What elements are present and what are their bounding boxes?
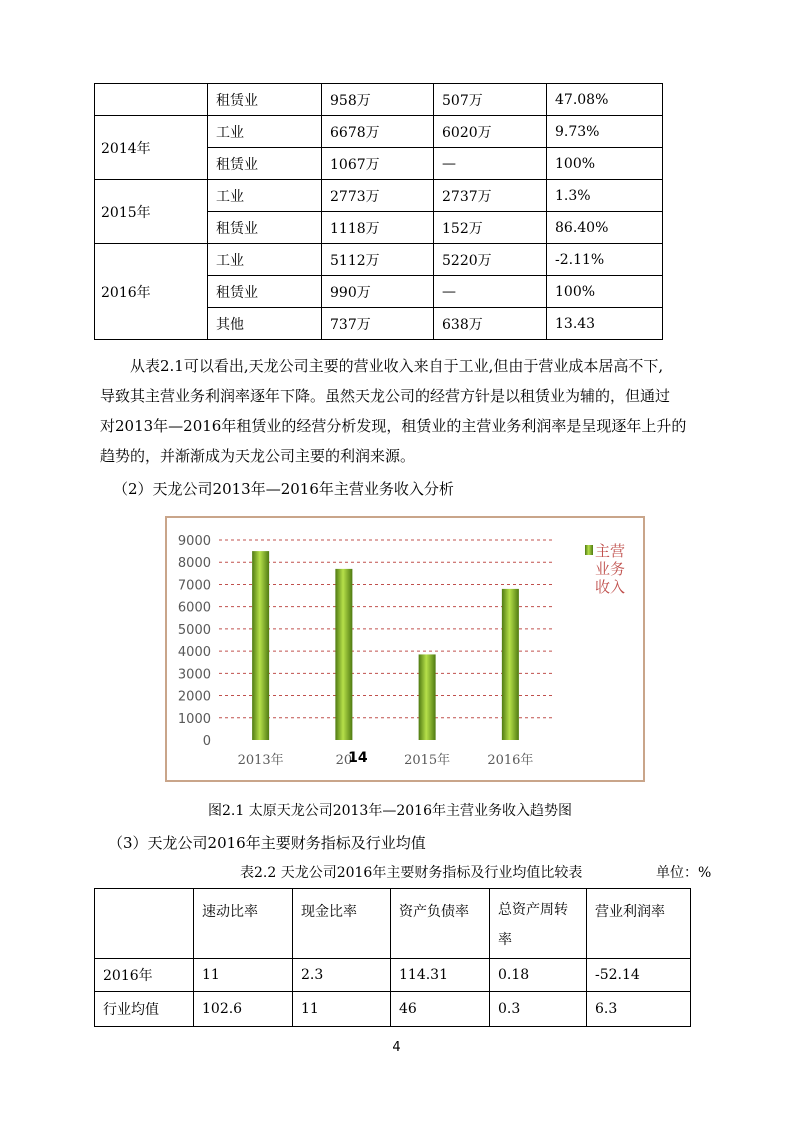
cost-cell: 6020万 (434, 116, 547, 148)
header-cell: 营业利润率 (587, 889, 691, 959)
paragraph-line: 从表2.1可以看出,天龙公司主要的营业收入来自于工业,但由于营业成本居高不下, (130, 357, 664, 375)
cost-cell: 152万 (434, 212, 547, 244)
y-tick-label: 0 (202, 734, 211, 749)
value-cell: 2.3 (293, 959, 391, 992)
value-cell: 46 (391, 992, 490, 1027)
body-paragraph (100, 351, 710, 471)
revenue-cell: 990万 (322, 276, 434, 308)
revenue-cell: 958万 (322, 84, 434, 116)
section-heading: （3）天龙公司2016年主要财务指标及行业均值 (108, 834, 426, 852)
table-header-row (95, 889, 691, 959)
industry-cell: 工业 (208, 244, 322, 276)
industry-cell: 租赁业 (208, 148, 322, 180)
legend-label: 业务 (595, 560, 626, 578)
bar-2014年 (335, 569, 352, 740)
bar-2015年 (419, 654, 436, 740)
industry-cell: 租赁业 (208, 276, 322, 308)
cost-cell: — (434, 148, 547, 180)
year-cell: 2014年 (95, 116, 208, 180)
revenue-cell: 1067万 (322, 148, 434, 180)
value-cell: 11 (194, 959, 293, 992)
header-cell (95, 889, 194, 959)
overlay-label: 14 (348, 750, 368, 766)
revenue-cell: 737万 (322, 308, 434, 340)
chart-frame (165, 516, 645, 782)
value-cell: 6.3 (587, 992, 691, 1027)
legend-label: 收入 (595, 578, 626, 596)
y-tick-label: 3000 (177, 667, 211, 683)
margin-cell: 86.40% (547, 212, 663, 244)
year-cell: 2015年 (95, 180, 208, 244)
value-cell: -52.14 (587, 959, 691, 992)
paragraph-line: 对2013年—2016年租赁业的经营分析发现，租赁业的主营业务利润率是呈现逐年上升的 (100, 417, 687, 435)
x-tick-label: 2016年 (487, 753, 534, 768)
y-tick-label: 4000 (177, 645, 211, 661)
revenue-cell: 2773万 (322, 180, 434, 212)
header-cell: 现金比率 (293, 889, 391, 959)
header-cell (490, 889, 587, 959)
industry-cell: 工业 (208, 180, 322, 212)
cost-cell: 507万 (434, 84, 547, 116)
value-cell: 114.31 (391, 959, 490, 992)
margin-cell: -2.11% (547, 244, 663, 276)
paragraph-line: 趋势的，并渐渐成为天龙公司主要的利润来源。 (100, 447, 416, 465)
y-tick-label: 5000 (177, 622, 211, 638)
margin-cell: 9.73% (547, 116, 663, 148)
table-unit: 单位：% (656, 865, 712, 881)
paragraph-line: 导致其主营业务利润率逐年下降。虽然天龙公司的经营方针是以租赁业为辅的，但通过 (100, 387, 671, 405)
header-line: 总资产周转 (498, 902, 568, 918)
margin-cell: 13.43 (547, 308, 663, 340)
cost-cell: 5220万 (434, 244, 547, 276)
revenue-bar-chart (167, 518, 643, 780)
industry-cell: 租赁业 (208, 84, 322, 116)
y-tick-label: 8000 (177, 556, 211, 572)
margin-cell: 100% (547, 148, 663, 180)
bar-2013年 (252, 551, 269, 740)
value-cell: 0.3 (490, 992, 587, 1027)
y-tick-label: 2000 (177, 689, 211, 705)
table-row (95, 116, 663, 148)
bar-2016年 (502, 589, 519, 740)
legend-label: 主营 (595, 542, 626, 560)
cost-cell: 2737万 (434, 180, 547, 212)
header-cell: 资产负债率 (391, 889, 490, 959)
x-tick-label: 2015年 (404, 753, 451, 768)
y-tick-label: 6000 (177, 600, 211, 616)
row-label-cell: 行业均值 (95, 992, 194, 1027)
year-cell: 2016年 (95, 244, 208, 340)
header-cell: 速动比率 (194, 889, 293, 959)
table-row (95, 959, 691, 992)
industry-cell: 工业 (208, 116, 322, 148)
value-cell: 0.18 (490, 959, 587, 992)
table-row (95, 244, 663, 276)
figure-caption: 图2.1 太原天龙公司2013年—2016年主营业务收入趋势图 (208, 803, 572, 819)
y-tick-label: 9000 (177, 534, 211, 549)
value-cell: 11 (293, 992, 391, 1027)
row-label-cell: 2016年 (95, 959, 194, 992)
table-caption: 表2.2 天龙公司2016年主要财务指标及行业均值比较表 (240, 865, 583, 881)
header-line: 率 (498, 932, 512, 948)
margin-cell: 100% (547, 276, 663, 308)
cost-cell: — (434, 276, 547, 308)
table-row (95, 180, 663, 212)
table-row (95, 84, 663, 116)
revenue-cell: 5112万 (322, 244, 434, 276)
x-tick-label: 2013年 (237, 753, 284, 768)
y-tick-label: 1000 (177, 711, 211, 727)
financial-indicator-table (94, 888, 691, 1027)
legend-swatch (585, 545, 593, 555)
revenue-table (94, 83, 663, 340)
margin-cell: 1.3% (547, 180, 663, 212)
value-cell: 102.6 (194, 992, 293, 1027)
industry-cell: 租赁业 (208, 212, 322, 244)
margin-cell: 47.08% (547, 84, 663, 116)
industry-cell: 其他 (208, 308, 322, 340)
y-tick-label: 7000 (177, 578, 211, 594)
cost-cell: 638万 (434, 308, 547, 340)
revenue-cell: 1118万 (322, 212, 434, 244)
table-row (95, 992, 691, 1027)
page-number: 4 (392, 1040, 401, 1055)
section-heading: （2）天龙公司2013年—2016年主营业务收入分析 (113, 480, 454, 498)
revenue-cell: 6678万 (322, 116, 434, 148)
x-tick-label: 20 (335, 753, 353, 768)
year-cell (95, 84, 208, 116)
